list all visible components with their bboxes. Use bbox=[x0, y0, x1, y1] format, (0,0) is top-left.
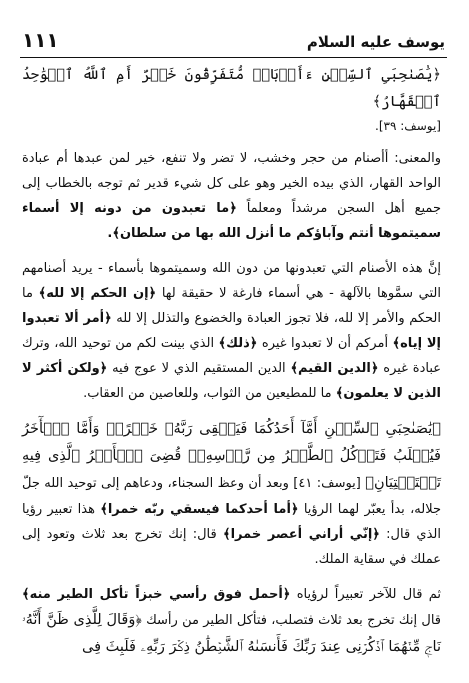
p3-text-b: قال: إنك تخرج بعد ثلاث وتعود إلى عملك في سقاية الملك. bbox=[22, 527, 441, 567]
p2-quote-1: ﴿إن الحكم إلا لله﴾ bbox=[38, 286, 157, 301]
p2-text-d: الذي بينت لكم من توحيد الله، وترك عبادة غيره bbox=[22, 336, 442, 376]
verse-reference-1: [يوسف: ٣٩]. bbox=[375, 119, 441, 133]
page-content bbox=[22, 62, 441, 671]
p2-quote-5: ﴿ولكن أكثر لا الذين لا يعلمون﴾ bbox=[22, 361, 441, 401]
p2-text-b: ما الحكم والأمر إلا لله، فلا تجوز العبادة والخضوع والتذلل إلا لله bbox=[22, 286, 442, 326]
quran-verse-3: ﴿وَقَالَ لِلَّذِى ظَنَّ أَنَّهُۥ نَاجٖ مِّنۡهُمَا ٱذۡكُرۡنِى عِندَ رَبِّكَ فَأَنسَىٰهُ ٱلشَّيۡطَٰنُ ذِكۡرَ رَبِّهِۦ فَلَبِثَ فِى bbox=[22, 612, 441, 655]
p3-quote-1: ﴿أما أحدكما فيسقي ربّه خمرا﴾ bbox=[100, 502, 299, 517]
p4-text-b: قال إنك تخرج بعد ثلاث فتصلب، فتأكل الطير من رأسك bbox=[141, 613, 441, 628]
p2-quote-3: ﴿ذلك﴾ bbox=[218, 336, 258, 351]
p3-ref-text: [يوسف: ٤١] وبعد أن وعظ السجناء، ودعاهم إلى توحيد الله جلّ جلاله، بدأ يعبّر لهما الرؤيا bbox=[22, 476, 442, 517]
paragraph-2 bbox=[22, 256, 441, 406]
p1-text: والمعنى: أأصنام من حجر وخشب، لا تضر ولا تنفع، خير لمن عبدها أم عبادة الواحد القهار، الذي بيده الخير وهو على كل شيء قدير ثم توجه بالخطاب إلى جميع أهل السجن مرشداً ومعلماً bbox=[22, 151, 441, 216]
p2-text-f: ما للمطيعين من الثواب، وللعاصين من العقاب. bbox=[83, 386, 336, 401]
p3-quote-2: ﴿إنّي أراني أعصر خمرا﴾ bbox=[222, 527, 380, 542]
paragraph-4 bbox=[22, 582, 441, 661]
chapter-title: يوسف عليه السلام bbox=[306, 33, 445, 51]
p3-text-a: هذا تعبير رؤيا الذي قال: bbox=[22, 502, 442, 542]
quran-verse-2: ﴿يَٰصَىٰحِبَىِ ٱلسِّجۡنِ أَمَّآ أَحَدُكُمَا فَيَسۡقِى رَبَّهُۥ خَمۡرًاۖ وَأَمَّا ٱلۡأٓخَرُ فَيُصۡلَبُ فَتَأۡكُلُ ٱلطَّيۡرُ مِن رَّأۡسِهِۦۚ قُضِىَ ٱلۡأَمۡرُ ٱلَّذِى فِيهِ تَسۡتَفۡتِيَانِ﴾ bbox=[22, 421, 441, 491]
running-header bbox=[22, 28, 445, 52]
quran-verse-1: ﴿يَٰصَىٰحِبَىِ ٱلسِّجۡنِ ءَأَرۡبَابٞ مُّتَفَرِّقُونَ خَيۡرٌ أَمِ ٱللَّهُ ٱلۡوَٰحِدُ ٱلۡقَهَّارُ﴾ bbox=[22, 67, 441, 110]
p2-text-e: الدين المستقيم الذي لا عوج فيه bbox=[107, 361, 291, 376]
p4-text-a: ثم قال للآخر تعبيراً لرؤياه bbox=[290, 587, 441, 602]
header-rule bbox=[20, 57, 447, 58]
p2-text-a: إنَّ هذه الأصنام التي تعبدونها من دون الله وسميتموها بأسماء - يريد أصنامهم التي سمَّوها بالآلهة - هي أسماء فارغة لا حقيقة لها bbox=[22, 261, 441, 301]
p1-quote: ﴿ما تعبدون من دونه إلا أسماء سميتموها أنتم وآباؤكم ما أنزل الله بها من سلطان﴾. bbox=[22, 201, 441, 241]
p2-text-c: أمركم أن لا تعبدوا غيره bbox=[257, 336, 393, 351]
p2-quote-2: ﴿أمر ألا تعبدوا إلا إياه﴾ bbox=[22, 311, 442, 351]
page-number: ١١١ bbox=[22, 28, 59, 52]
p2-quote-4: ﴿الدين القيم﴾ bbox=[290, 361, 379, 376]
paragraph-3 bbox=[22, 416, 441, 572]
paragraph-1 bbox=[22, 146, 441, 246]
p4-quote-1: ﴿أحمل فوق رأسي خبزاً تأكل الطير منه﴾ bbox=[22, 587, 291, 602]
